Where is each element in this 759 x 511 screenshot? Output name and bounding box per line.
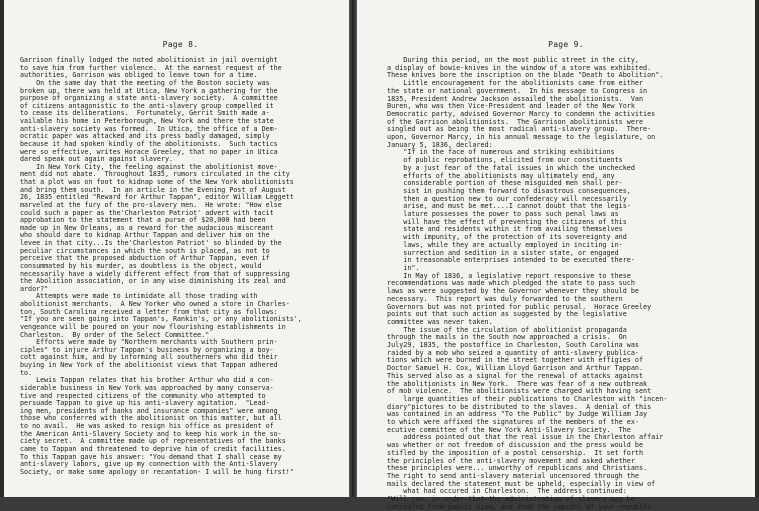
page-number: Page 8. [162, 40, 199, 49]
right-page [357, 0, 755, 511]
left-page [4, 0, 349, 497]
book-gutter [349, 0, 357, 497]
page-number: Page 9. [548, 40, 584, 49]
page-text: Garrison finally lodged the noted abolitionist in jail overnight to save him from further violence. At the earnest request of the authorities, Garrison was obliged to leave town for a time. On the same day that the meeting of the Boston society was broken up, there was held at Utica, New York a gathering for the purpose of organizing a state anti-slavery society. A committee of citizens antagonistic to the anti-slavery group compelled it to cease its deliberations. Fortunately, Gerrit Smith made a- vailable his home in Peterborough, New York and there the state anti-slavery society was formed. In Utica, the office of a Dem- ocratic paper was attacked and its press badly damaged, simply because it had spoken kindly of the abolitionists. Such tactics were so effective, writes Horace Greeley, that no paper in Utica dared speak out again against slavery. In New York City, the feeling against the abolitionist move- ment did not abate. Throughout 1835, rumors circulated in the city that a plot was on foot to kidnap some of the New York abolitionists and bring them south. In an article in the Evening Post of August 26, 1835 entitled "Reward for Arthur Tappan", editor William Leggett marveled at the fury of the pro-slavery men. He wrote: "How else could such a paper as the'Charleston Patriot' advert with tacit approbation to the statement that a purse of $20,000 had been made up in New Orleans, as a reward for the audacious miscreant who should dare to kidnap Arthur Tappan and deliver him on the levee in that city...Is the'Charleston Patriot' so blinded by the peculiar circumstances in which the south is placed, as not to perceive that the proposed abduction of Arthur Tappan, even if consummated by his murder, as doubtless is the object, would necessarily have a widely different effect from that of suppressing the Abolition association, or in any wise diminishing its zeal and ardor?" Attempts were made to intimidate all those trading with abolitionist merchants. A New Yorker who owned a store in Charles- ton, South Carolina received a letter from that city as follows: "If you are seen going into Tappan's, Rankin's, or any abolitionists', vengeance will be poured on your now flourishing establishments in Charleston. By order of the Select Committee." Efforts were made by "Northern merchants with Southern prin- ciples" to injure Arthur Tappan's business by organizing a boy- cott against him, and by informing all southerners who did their buying in New York of the abolitionist views that Tappan adhered to. Lewis Tappan relates that his brother Arthur who did a con- siderable business in New York was approached by many conserva- tive and respected citizens of the community who attempted to persuade Tappan to give up his anti-slavery agitation. "Lead- ing men, presidents of banks and insurance companies" were among those who conferred with the abolitionist on this matter, but all to no avail. He was asked to resign his office as president of the American Anti-Slavery Society and to keep his work in the so- ciety secret. A committee made up of representatives of the banks came to Tappan and threatened to deprive him of credit facilities. To this Tappan gave his answer: "You demand that I shall cease my anti-slavery labors, give up my connection with the Anti-Slavery Society, or make some apology or recantation- I will be hung first!" [20, 56, 302, 476]
page-text: During this period, on the most public street in the city, a display of bowie-knives in the window of a store was exhibited. These knives bore the inscription on the blade "Death to Abolition". Little encouragement for the abolitionists came from either the state or national government. In his message to Congress in 1835, President Andrew Jackson assailed the abolitionists. Van Buren, who was then Vice-President and leader of the New York Democratic party, advised Governor Marcy to condemn the activities of the Garrison abolitionists. The Garrison abolitionists were singled out as being the most radical anti-slavery group. There- upon, Governor Marcy, in his annual message to the legislature, on January 5, 1836, declared: "If in the face of numerous and striking exhibitions of public reprobations, elicited from our constituents by a just fear of the fatal issues in which the unchecked efforts of the abolitionists may ultimately end, any considerable portion of these misguided men shall per- sist in pushing them forward to disastrous consequences, then a question new to our confederacy will necessarily arise, and must be met....I cannot doubt that the legis- lature possesses the power to pass such penal laws as will have the effect of preventing the citizens of this state and residents within it from availing themselves with impunity, of the protection of its sovereignty and laws, while they are actually employed in inciting in- surrection and sedition in a sister state, or engaged in treasonable enterprises intended to be executed there- in". In May of 1836, a legislative report responsive to these recommendations was made which pledged the state to pass such laws as were suggested by the Governor whenever they should be necessary. This report was duly forwarded to the southern Governors but was not printed for public perusal. Horace Greeley points out that such action as suggested by the legislative committee was never taken. The issue of the circulation of abolitionist propaganda through the mails in the South now approached a crisis. On July29, 1835, the postoffice in Charleston, South Carolina was raided by a mob who seized a quantity of anti-slavery publica- tions which were burned in the street together with effigies of Doctor Samuel H. Cox, William Lloyd Garrison and Arthur Tappan. This served also as a signal for the renewal of attacks against the abolitionists in New York. There was fear of a new outbreak of mob violence. The abolitionists were charged with having sent large quantities of their publications to Charleston with "incen- diary"pictures to be distributed to the slaves. A denial of this was contained in an address "To the Public" by Judge William Jay to which were affixed the signatures of the members of the ex- ecutive committee of the New York Anti-Slavery Society. The address pointed out that the real issue in the Charleston affair was whether or not freedom of discussion and the press would be stifled by the imposition of a postal censorship. It set forth the principles of the anti-slavery movement and asked whether these principles were... unworthy of republicans and Christians. The right to send anti-slavery material uncensored through the mails declared the statement must be upheld, especially in view of what had occured in Charleston. The address continued: "Will you, in order that the administration of slavery may be concealed from public view, and that the capitol of your republic [387, 56, 668, 511]
